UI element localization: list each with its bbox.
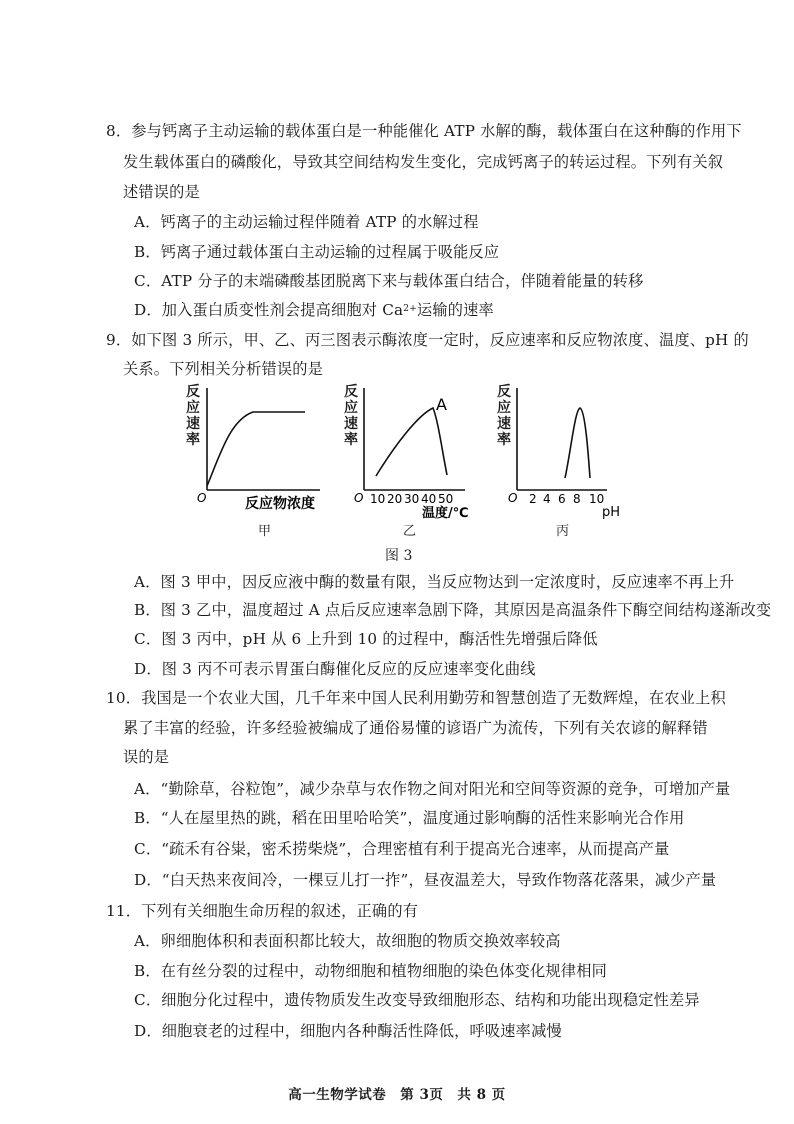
- q8-stem-line3: 述错误的是: [123, 183, 200, 201]
- q10-option-d: D．“白天热来夜间冷，一棵豆儿打一拃”，昼夜温差大，导致作物落花落果，减少产量: [134, 871, 717, 889]
- q8-option-d-text: D．加入蛋白质变性剂会提高细胞对 Ca: [134, 301, 404, 319]
- chart-jia-ylabel: 反应速率: [186, 384, 200, 448]
- q10-stem-line1: 10．我国是一个农业大国，几千年来中国人民利用勤劳和智慧创造了无数辉煌，在农业上积: [106, 689, 726, 707]
- chart-yi-ylabel: 反应速率: [344, 384, 358, 448]
- chart-bing-tick: 2: [529, 492, 537, 506]
- chart-bing-ylabel: 反应速率: [497, 384, 511, 448]
- q9-option-c: C．图 3 丙中，pH 从 6 上升到 10 的过程中，酶活性先增强后降低: [134, 630, 598, 648]
- q8-option-c: C．ATP 分子的末端磷酸基团脱离下来与载体蛋白结合，伴随着能量的转移: [134, 272, 644, 290]
- chart-bing-xlabel: pH: [602, 505, 621, 520]
- chart-bing-tick: 6: [558, 492, 566, 506]
- q9-option-d: D．图 3 丙不可表示胃蛋白酶催化反应的反应速率变化曲线: [134, 660, 536, 678]
- chart-yi: [340, 380, 490, 520]
- figure-caption: 图 3: [385, 548, 413, 564]
- chart-bing-tick: 10: [589, 492, 605, 506]
- chart-yi-name: 乙: [403, 524, 417, 539]
- q8-option-b: B．钙离子通过载体蛋白主动运输的过程属于吸能反应: [134, 243, 500, 261]
- q11-option-c: C．细胞分化过程中，遗传物质发生改变导致细胞形态、结构和功能出现稳定性差异: [134, 991, 700, 1009]
- chart-yi-point-a: A: [436, 395, 447, 414]
- chart-bing-name: 丙: [556, 524, 570, 539]
- q10-option-b: B．“人在屋里热的跳，稻在田里哈哈笑”，温度通过影响酶的活性来影响光合作用: [134, 809, 685, 827]
- chart-bing-tick: 4: [543, 492, 551, 506]
- q11-option-b: B．在有丝分裂的过程中，动物细胞和植物细胞的染色体变化规律相同: [134, 962, 607, 980]
- q8-option-d-tail: 运输的速率: [416, 301, 494, 319]
- q10-stem-line2: 累了丰富的经验，许多经验被编成了通俗易懂的谚语广为流传，下列有关农谚的解释错: [123, 719, 708, 737]
- chart-jia-name: 甲: [258, 524, 272, 539]
- q8-option-a: A．钙离子的主动运输过程伴随着 ATP 的水解过程: [134, 213, 479, 231]
- q10-option-c: C．“疏禾有谷粜，密禾捞柴烧”，合理密植有利于提高光合速率，从而提高产量: [134, 840, 670, 858]
- chart-yi-tick: 40: [421, 492, 437, 506]
- q8-option-d-sup: 2+: [403, 304, 417, 314]
- q9-stem-line1: 9．如下图 3 所示，甲、乙、丙三图表示酶浓度一定时，反应速率和反应物浓度、温度、pH 的: [106, 331, 749, 349]
- chart-yi-tick: 30: [404, 492, 420, 506]
- chart-yi-tick: 10: [370, 492, 386, 506]
- chart-jia-xlabel: 反应物浓度: [245, 496, 315, 512]
- q9-stem-line2: 关系。下列相关分析错误的是: [123, 360, 324, 378]
- q10-stem-line3: 误的是: [123, 748, 170, 766]
- chart-yi-xlabel: 温度/℃: [422, 506, 469, 520]
- q11-option-a: A．卵细胞体积和表面积都比较大，故细胞的物质交换效率较高: [134, 932, 561, 950]
- page-footer: 高一生物学试卷 第 3页 共 8 页: [288, 1087, 506, 1103]
- q11-option-d: D．细胞衰老的过程中，细胞内各种酶活性降低，呼吸速率减慢: [134, 1022, 562, 1040]
- chart-bing: [495, 380, 625, 520]
- chart-bing-origin: O: [508, 491, 518, 505]
- chart-bing-tick: 8: [573, 492, 581, 506]
- chart-yi-tick: 50: [438, 492, 454, 506]
- q8-stem-line2: 发生载体蛋白的磷酸化，导致其空间结构发生变化，完成钙离子的转运过程。下列有关叙: [123, 153, 724, 171]
- q9-option-a: A．图 3 甲中，因反应液中酶的数量有限，当反应物达到一定浓度时，反应速率不再上升: [134, 573, 735, 591]
- q9-option-b: B．图 3 乙中，温度超过 A 点后反应速率急剧下降，其原因是高温条件下酶空间结构遂渐改变: [134, 601, 772, 619]
- chart-yi-tick: 20: [387, 492, 403, 506]
- q8-stem-line1: 8．参与钙离子主动运输的载体蛋白是一种能催化 ATP 水解的酶，载体蛋白在这种酶的作用下: [106, 122, 742, 140]
- chart-jia-origin: O: [197, 491, 207, 505]
- q11-stem: 11．下列有关细胞生命历程的叙述，正确的有: [106, 902, 419, 920]
- q8-option-d: [134, 300, 494, 320]
- chart-yi-origin: O: [354, 491, 364, 505]
- q10-option-a: A．“勤除草，谷粒饱”，减少杂草与农作物之间对阳光和空间等资源的竞争，可增加产量: [134, 780, 731, 798]
